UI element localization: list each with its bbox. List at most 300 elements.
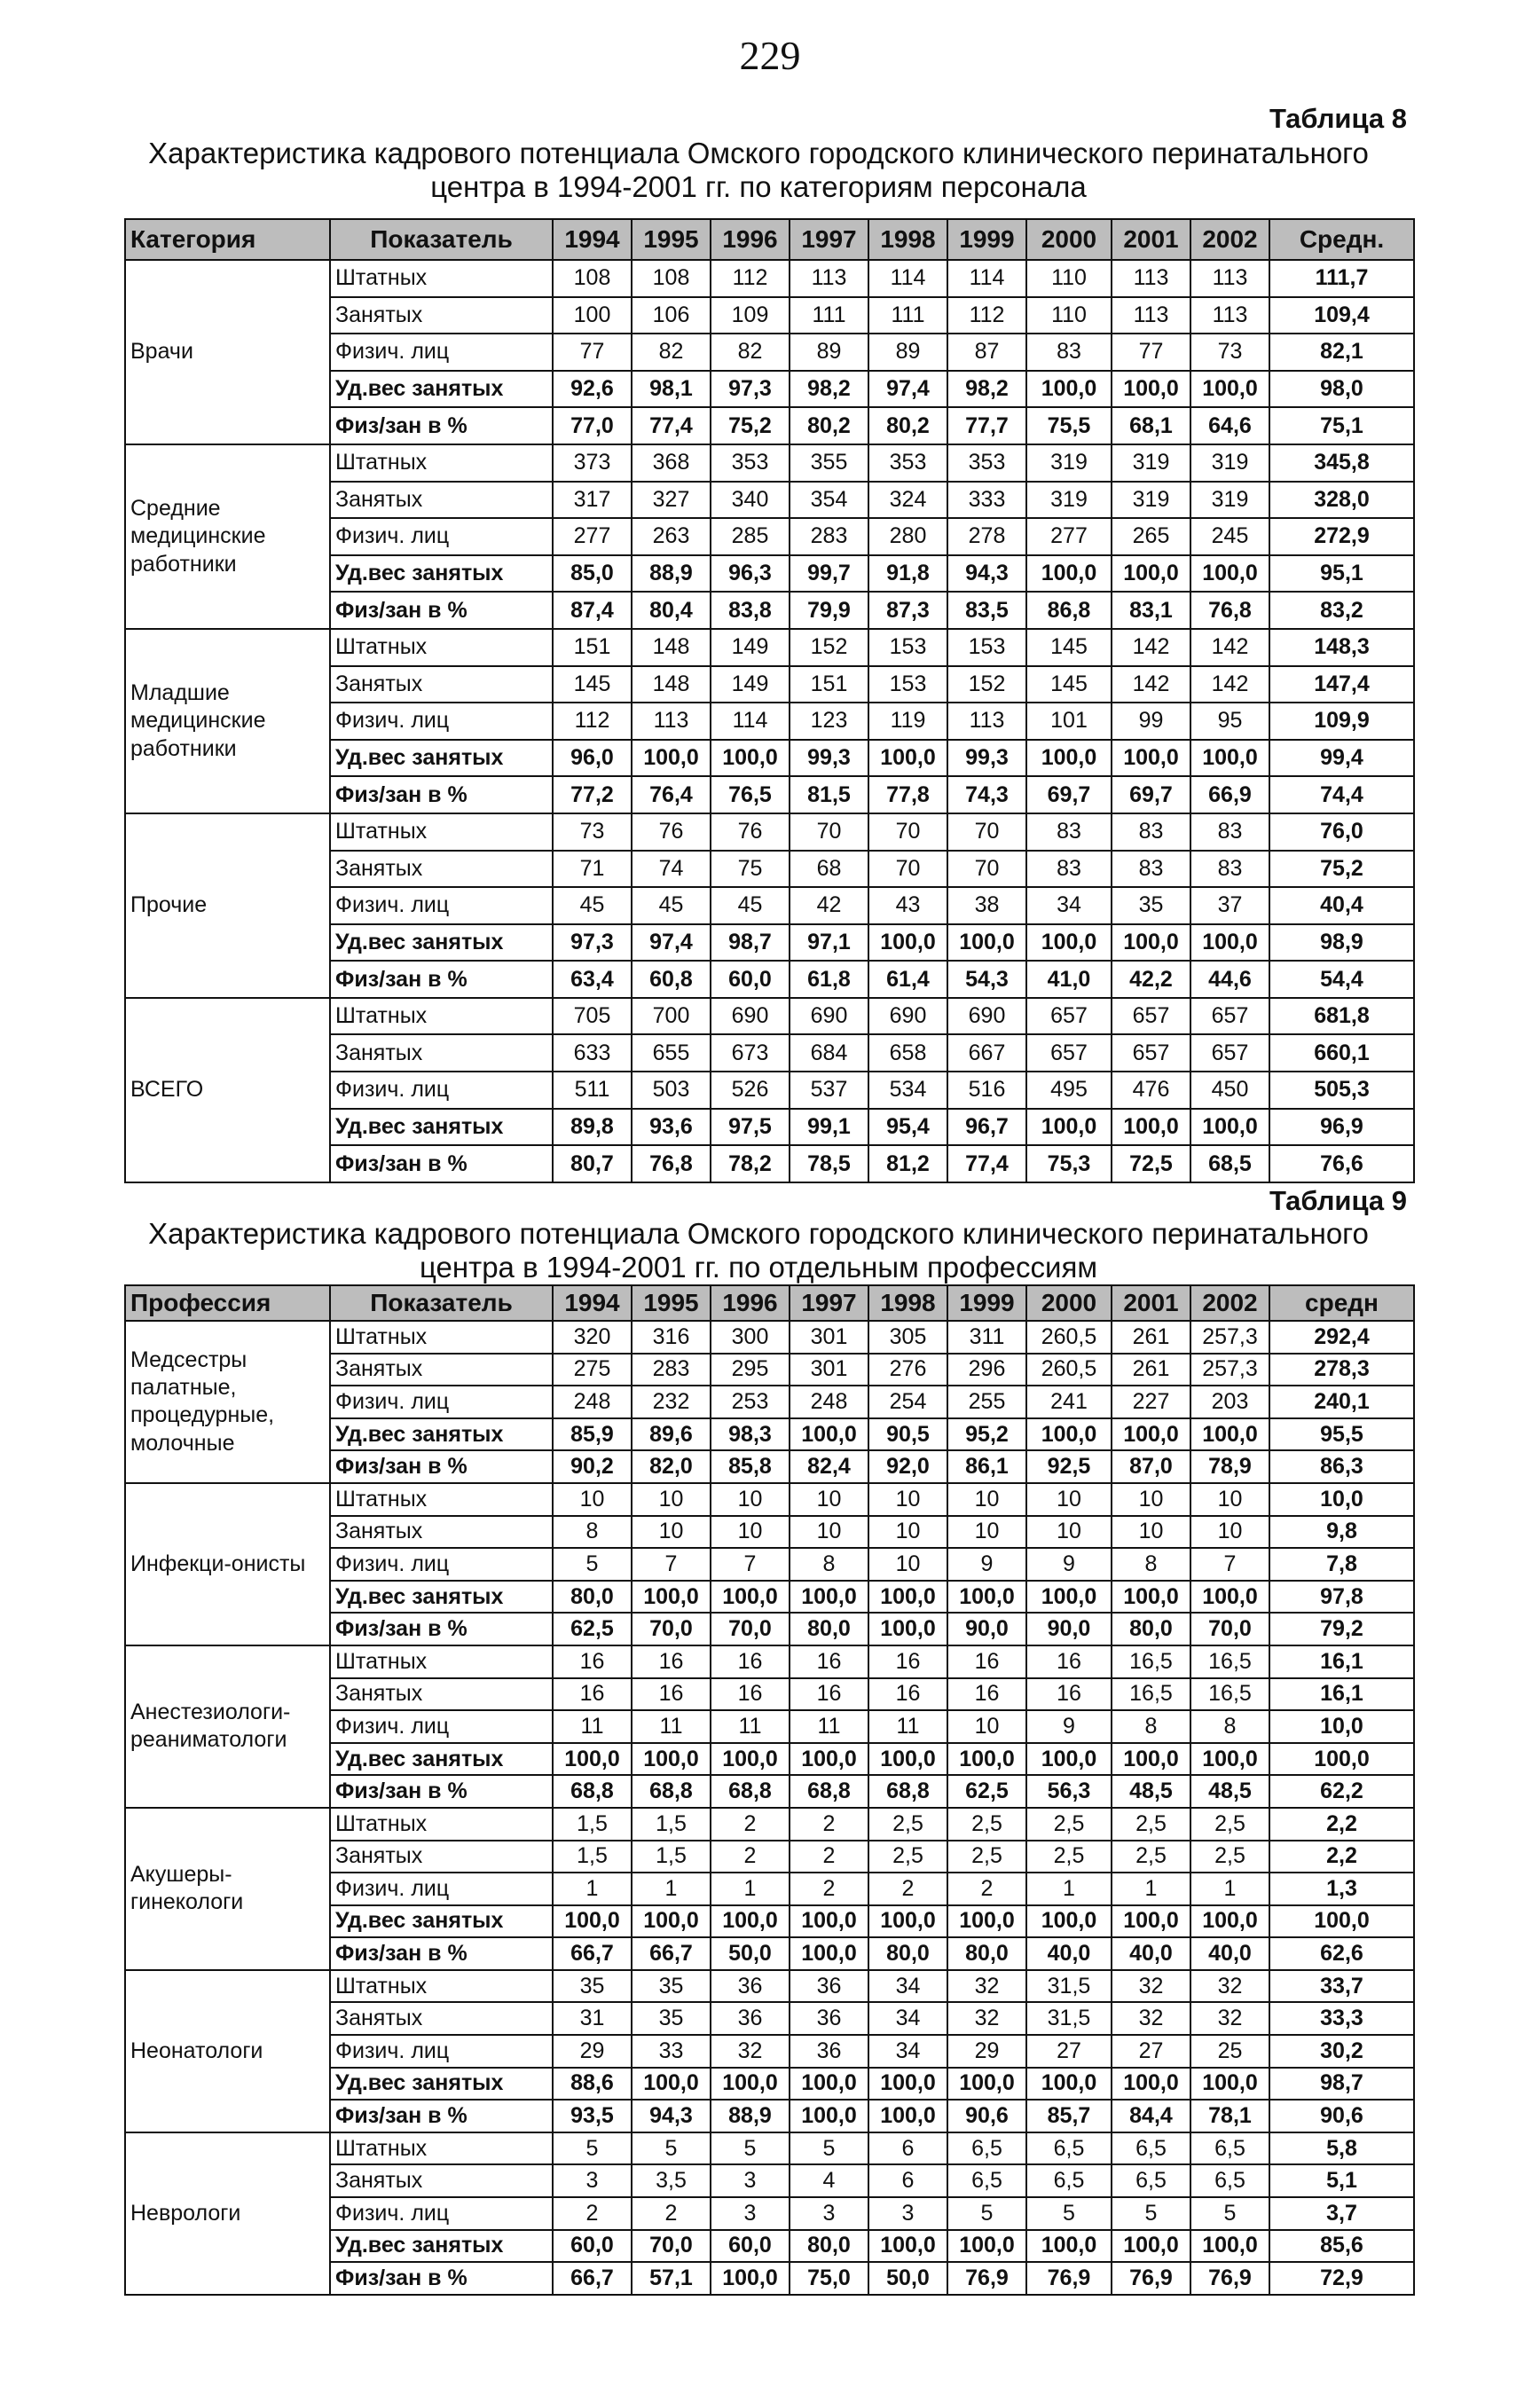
average-cell: 86,3 [1269, 1450, 1414, 1483]
value-cell: 100,0 [1190, 740, 1269, 777]
value-cell: 2,5 [1112, 1808, 1190, 1841]
value-cell: 3 [868, 2197, 947, 2230]
value-cell: 248 [553, 1386, 632, 1418]
value-cell: 50,0 [868, 2262, 947, 2295]
value-cell: 60,0 [553, 2230, 632, 2263]
value-cell: 261 [1112, 1354, 1190, 1386]
value-cell: 100,0 [1112, 1905, 1190, 1938]
value-cell: 113 [632, 703, 711, 740]
value-cell: 10 [790, 1483, 868, 1516]
value-cell: 2,5 [868, 1808, 947, 1841]
value-cell: 66,7 [553, 1937, 632, 1970]
table-9-title-line1: Характеристика кадрового потенциала Омского городского клинического перинатального [148, 1217, 1369, 1250]
value-cell: 16 [868, 1678, 947, 1711]
value-cell: 80,0 [553, 1581, 632, 1614]
value-cell: 68 [790, 851, 868, 888]
category-cell: Неонатологи [125, 1970, 330, 2132]
table-8-title [124, 137, 1393, 204]
average-cell: 75,1 [1269, 407, 1414, 444]
value-cell: 114 [711, 703, 790, 740]
value-cell: 301 [790, 1354, 868, 1386]
value-cell: 10 [947, 1516, 1026, 1549]
value-cell: 100,0 [1026, 1743, 1112, 1776]
value-cell: 68,8 [632, 1775, 711, 1808]
value-cell: 495 [1026, 1072, 1112, 1109]
table-row [125, 1483, 1414, 1516]
value-cell: 68,5 [1190, 1145, 1269, 1182]
average-cell: 95,1 [1269, 555, 1414, 593]
value-cell: 145 [1026, 629, 1112, 666]
category-cell: Инфекци-онисты [125, 1483, 330, 1645]
value-cell: 2,5 [1026, 1841, 1112, 1873]
value-cell: 68,8 [868, 1775, 947, 1808]
indicator-cell: Штатных [330, 260, 553, 297]
value-cell: 114 [868, 260, 947, 297]
value-cell: 2 [553, 2197, 632, 2230]
value-cell: 83 [1026, 813, 1112, 851]
value-cell: 35 [553, 1970, 632, 2003]
value-cell: 2,5 [947, 1808, 1026, 1841]
indicator-cell: Штатных [330, 629, 553, 666]
value-cell: 98,2 [790, 371, 868, 408]
column-header: 1999 [947, 1285, 1026, 1321]
value-cell: 1 [1190, 1873, 1269, 1905]
value-cell: 2,5 [1190, 1808, 1269, 1841]
value-cell: 100,0 [1112, 1109, 1190, 1146]
value-cell: 353 [711, 444, 790, 482]
value-cell: 5 [553, 2132, 632, 2165]
value-cell: 69,7 [1112, 776, 1190, 813]
value-cell: 633 [553, 1034, 632, 1072]
value-cell: 96,3 [711, 555, 790, 593]
value-cell: 340 [711, 482, 790, 519]
value-cell: 123 [790, 703, 868, 740]
average-cell: 62,2 [1269, 1775, 1414, 1808]
value-cell: 100,0 [790, 1937, 868, 1970]
value-cell: 81,2 [868, 1145, 947, 1182]
value-cell: 97,3 [711, 371, 790, 408]
value-cell: 86,1 [947, 1450, 1026, 1483]
value-cell: 10 [947, 1710, 1026, 1743]
category-cell: Прочие [125, 813, 330, 998]
value-cell: 76,9 [1026, 2262, 1112, 2295]
value-cell: 5 [632, 2132, 711, 2165]
value-cell: 61,4 [868, 961, 947, 998]
value-cell: 6 [868, 2164, 947, 2197]
value-cell: 257,3 [1190, 1354, 1269, 1386]
value-cell: 3 [790, 2197, 868, 2230]
value-cell: 255 [947, 1386, 1026, 1418]
value-cell: 100,0 [1190, 1581, 1269, 1614]
value-cell: 2 [790, 1873, 868, 1905]
value-cell: 66,7 [553, 2262, 632, 2295]
indicator-cell: Уд.вес занятых [330, 1743, 553, 1776]
value-cell: 100,0 [790, 1581, 868, 1614]
table-row [125, 1645, 1414, 1678]
value-cell: 34 [868, 1970, 947, 2003]
value-cell: 152 [947, 666, 1026, 703]
value-cell: 110 [1026, 260, 1112, 297]
average-cell: 1,3 [1269, 1873, 1414, 1905]
value-cell: 8 [553, 1516, 632, 1549]
value-cell: 87,4 [553, 592, 632, 629]
value-cell: 10 [1026, 1516, 1112, 1549]
value-cell: 70,0 [711, 1613, 790, 1645]
average-cell: 10,0 [1269, 1710, 1414, 1743]
value-cell: 80,0 [868, 1937, 947, 1970]
value-cell: 3 [711, 2164, 790, 2197]
value-cell: 77,7 [947, 407, 1026, 444]
indicator-cell: Физич. лиц [330, 2035, 553, 2068]
average-cell: 97,8 [1269, 1581, 1414, 1614]
value-cell: 10 [1112, 1516, 1190, 1549]
average-cell: 95,5 [1269, 1418, 1414, 1451]
value-cell: 45 [632, 887, 711, 924]
indicator-cell: Занятых [330, 1034, 553, 1072]
value-cell: 511 [553, 1072, 632, 1109]
indicator-cell: Занятых [330, 1516, 553, 1549]
average-cell: 85,6 [1269, 2230, 1414, 2263]
average-cell: 99,4 [1269, 740, 1414, 777]
value-cell: 60,8 [632, 961, 711, 998]
table-row [125, 998, 1414, 1035]
value-cell: 8 [1112, 1548, 1190, 1581]
value-cell: 89,8 [553, 1109, 632, 1146]
value-cell: 98,2 [947, 371, 1026, 408]
average-cell: 98,0 [1269, 371, 1414, 408]
value-cell: 3,5 [632, 2164, 711, 2197]
value-cell: 153 [868, 666, 947, 703]
value-cell: 100,0 [868, 1905, 947, 1938]
average-cell: 16,1 [1269, 1678, 1414, 1711]
value-cell: 90,0 [1026, 1613, 1112, 1645]
value-cell: 2,5 [1190, 1841, 1269, 1873]
column-header: Категория [125, 219, 330, 260]
value-cell: 90,0 [947, 1613, 1026, 1645]
table-9-title [124, 1217, 1393, 1284]
average-cell: 109,4 [1269, 297, 1414, 334]
indicator-cell: Уд.вес занятых [330, 555, 553, 593]
value-cell: 75,3 [1026, 1145, 1112, 1182]
value-cell: 94,3 [947, 555, 1026, 593]
value-cell: 10 [711, 1483, 790, 1516]
indicator-cell: Физич. лиц [330, 1386, 553, 1418]
value-cell: 78,1 [1190, 2100, 1269, 2132]
value-cell: 83,8 [711, 592, 790, 629]
value-cell: 76 [632, 813, 711, 851]
value-cell: 66,9 [1190, 776, 1269, 813]
value-cell: 100,0 [868, 2068, 947, 2101]
value-cell: 96,7 [947, 1109, 1026, 1146]
value-cell: 31,5 [1026, 2002, 1112, 2035]
value-cell: 300 [711, 1321, 790, 1354]
value-cell: 100,0 [868, 2230, 947, 2263]
value-cell: 1,5 [632, 1808, 711, 1841]
value-cell: 100,0 [1190, 555, 1269, 593]
table-row [125, 1970, 1414, 2003]
value-cell: 151 [553, 629, 632, 666]
average-cell: 9,8 [1269, 1516, 1414, 1549]
value-cell: 25 [1190, 2035, 1269, 2068]
value-cell: 333 [947, 482, 1026, 519]
value-cell: 100,0 [1190, 1743, 1269, 1776]
value-cell: 277 [553, 518, 632, 555]
value-cell: 10 [553, 1483, 632, 1516]
value-cell: 36 [711, 1970, 790, 2003]
indicator-cell: Занятых [330, 297, 553, 334]
value-cell: 2 [632, 2197, 711, 2230]
value-cell: 100,0 [1026, 2230, 1112, 2263]
average-cell: 148,3 [1269, 629, 1414, 666]
value-cell: 70 [790, 813, 868, 851]
value-cell: 6,5 [1112, 2164, 1190, 2197]
value-cell: 113 [1190, 260, 1269, 297]
value-cell: 45 [553, 887, 632, 924]
value-cell: 5 [1112, 2197, 1190, 2230]
column-header: 1999 [947, 219, 1026, 260]
value-cell: 35 [1112, 887, 1190, 924]
value-cell: 100,0 [632, 1905, 711, 1938]
value-cell: 82 [632, 334, 711, 371]
value-cell: 261 [1112, 1321, 1190, 1354]
value-cell: 100,0 [1190, 1905, 1269, 1938]
value-cell: 89 [868, 334, 947, 371]
value-cell: 85,7 [1026, 2100, 1112, 2132]
value-cell: 100,0 [711, 740, 790, 777]
average-cell: 2,2 [1269, 1808, 1414, 1841]
value-cell: 100,0 [1026, 371, 1112, 408]
value-cell: 70 [868, 813, 947, 851]
value-cell: 97,1 [790, 924, 868, 962]
indicator-cell: Физ/зан в % [330, 776, 553, 813]
indicator-cell: Занятых [330, 666, 553, 703]
value-cell: 66,7 [632, 1937, 711, 1970]
value-cell: 657 [1026, 1034, 1112, 1072]
value-cell: 110 [1026, 297, 1112, 334]
value-cell: 657 [1112, 998, 1190, 1035]
value-cell: 76,9 [1112, 2262, 1190, 2295]
category-cell: Анестезиологи-реаниматологи [125, 1645, 330, 1808]
indicator-cell: Физ/зан в % [330, 1613, 553, 1645]
value-cell: 100,0 [711, 1743, 790, 1776]
indicator-cell: Штатных [330, 1970, 553, 2003]
value-cell: 40,0 [1026, 1937, 1112, 1970]
column-header: 1996 [711, 1285, 790, 1321]
table-8-title-line2: центра в 1994-2001 гг. по категориям персонала [430, 170, 1087, 203]
value-cell: 10 [947, 1483, 1026, 1516]
column-header: 1998 [868, 219, 947, 260]
value-cell: 70,0 [1190, 1613, 1269, 1645]
value-cell: 35 [632, 2002, 711, 2035]
table-row [125, 260, 1414, 297]
value-cell: 100,0 [868, 1581, 947, 1614]
value-cell: 60,0 [711, 2230, 790, 2263]
value-cell: 2,5 [1026, 1808, 1112, 1841]
value-cell: 148 [632, 629, 711, 666]
value-cell: 108 [553, 260, 632, 297]
value-cell: 57,1 [632, 2262, 711, 2295]
value-cell: 83 [1112, 851, 1190, 888]
value-cell: 95,2 [947, 1418, 1026, 1451]
value-cell: 526 [711, 1072, 790, 1109]
value-cell: 5 [1190, 2197, 1269, 2230]
value-cell: 305 [868, 1321, 947, 1354]
value-cell: 95 [1190, 703, 1269, 740]
value-cell: 1 [711, 1873, 790, 1905]
value-cell: 99,7 [790, 555, 868, 593]
value-cell: 40,0 [1112, 1937, 1190, 1970]
value-cell: 31,5 [1026, 1970, 1112, 2003]
table-9-title-line2: центра в 1994-2001 гг. по отдельным профессиям [419, 1251, 1098, 1284]
value-cell: 32 [947, 1970, 1026, 2003]
value-cell: 70 [868, 851, 947, 888]
average-cell: 111,7 [1269, 260, 1414, 297]
value-cell: 537 [790, 1072, 868, 1109]
value-cell: 283 [790, 518, 868, 555]
value-cell: 98,1 [632, 371, 711, 408]
value-cell: 10 [868, 1548, 947, 1581]
value-cell: 10 [868, 1516, 947, 1549]
indicator-cell: Занятых [330, 851, 553, 888]
value-cell: 100,0 [1190, 2230, 1269, 2263]
value-cell: 145 [1026, 666, 1112, 703]
average-cell: 40,4 [1269, 887, 1414, 924]
value-cell: 100,0 [790, 1743, 868, 1776]
value-cell: 100,0 [1026, 2068, 1112, 2101]
value-cell: 77,2 [553, 776, 632, 813]
value-cell: 100,0 [1026, 1581, 1112, 1614]
value-cell: 450 [1190, 1072, 1269, 1109]
indicator-cell: Уд.вес занятых [330, 1905, 553, 1938]
indicator-cell: Уд.вес занятых [330, 2068, 553, 2101]
value-cell: 10 [1190, 1516, 1269, 1549]
value-cell: 92,0 [868, 1450, 947, 1483]
value-cell: 83 [1190, 851, 1269, 888]
average-cell: 292,4 [1269, 1321, 1414, 1354]
value-cell: 9 [947, 1548, 1026, 1581]
value-cell: 7 [1190, 1548, 1269, 1581]
value-cell: 1 [1026, 1873, 1112, 1905]
value-cell: 100,0 [1026, 555, 1112, 593]
value-cell: 1,5 [553, 1808, 632, 1841]
indicator-cell: Штатных [330, 2132, 553, 2165]
value-cell: 5 [711, 2132, 790, 2165]
value-cell: 27 [1112, 2035, 1190, 2068]
value-cell: 68,1 [1112, 407, 1190, 444]
value-cell: 76,8 [632, 1145, 711, 1182]
value-cell: 245 [1190, 518, 1269, 555]
value-cell: 148 [632, 666, 711, 703]
value-cell: 88,9 [632, 555, 711, 593]
value-cell: 319 [1112, 444, 1190, 482]
value-cell: 112 [711, 260, 790, 297]
value-cell: 100,0 [947, 1743, 1026, 1776]
value-cell: 97,4 [632, 924, 711, 962]
indicator-cell: Физ/зан в % [330, 2100, 553, 2132]
value-cell: 35 [632, 1970, 711, 2003]
value-cell: 109 [711, 297, 790, 334]
value-cell: 31 [553, 2002, 632, 2035]
value-cell: 112 [553, 703, 632, 740]
value-cell: 311 [947, 1321, 1026, 1354]
indicator-cell: Физ/зан в % [330, 2262, 553, 2295]
column-header: 1995 [632, 219, 711, 260]
average-cell: 83,2 [1269, 592, 1414, 629]
value-cell: 93,6 [632, 1109, 711, 1146]
value-cell: 56,3 [1026, 1775, 1112, 1808]
value-cell: 72,5 [1112, 1145, 1190, 1182]
value-cell: 100,0 [868, 2100, 947, 2132]
average-cell: 30,2 [1269, 2035, 1414, 2068]
value-cell: 90,2 [553, 1450, 632, 1483]
value-cell: 10 [632, 1483, 711, 1516]
value-cell: 4 [790, 2164, 868, 2197]
value-cell: 32 [1190, 2002, 1269, 2035]
value-cell: 94,3 [632, 2100, 711, 2132]
average-cell: 10,0 [1269, 1483, 1414, 1516]
value-cell: 97,3 [553, 924, 632, 962]
value-cell: 90,5 [868, 1418, 947, 1451]
value-cell: 111 [868, 297, 947, 334]
indicator-cell: Занятых [330, 2164, 553, 2197]
indicator-cell: Занятых [330, 2002, 553, 2035]
value-cell: 100,0 [632, 740, 711, 777]
value-cell: 99,3 [790, 740, 868, 777]
indicator-cell: Штатных [330, 1483, 553, 1516]
column-header: 2001 [1112, 1285, 1190, 1321]
value-cell: 80,7 [553, 1145, 632, 1182]
average-cell: 62,6 [1269, 1937, 1414, 1970]
value-cell: 700 [632, 998, 711, 1035]
column-header: 2000 [1026, 1285, 1112, 1321]
value-cell: 100 [553, 297, 632, 334]
indicator-cell: Физич. лиц [330, 887, 553, 924]
value-cell: 260,5 [1026, 1321, 1112, 1354]
value-cell: 32 [711, 2035, 790, 2068]
value-cell: 10 [868, 1483, 947, 1516]
column-header: Показатель [330, 219, 553, 260]
value-cell: 2,5 [947, 1841, 1026, 1873]
value-cell: 36 [711, 2002, 790, 2035]
value-cell: 32 [1190, 1970, 1269, 2003]
value-cell: 44,6 [1190, 961, 1269, 998]
value-cell: 89 [790, 334, 868, 371]
column-header: 1998 [868, 1285, 947, 1321]
value-cell: 16 [632, 1678, 711, 1711]
value-cell: 655 [632, 1034, 711, 1072]
indicator-cell: Штатных [330, 998, 553, 1035]
value-cell: 84,4 [1112, 2100, 1190, 2132]
value-cell: 100,0 [1026, 924, 1112, 962]
value-cell: 100,0 [1112, 555, 1190, 593]
indicator-cell: Уд.вес занятых [330, 740, 553, 777]
indicator-cell: Физ/зан в % [330, 961, 553, 998]
table-row [125, 2132, 1414, 2165]
value-cell: 33 [632, 2035, 711, 2068]
value-cell: 42 [790, 887, 868, 924]
value-cell: 100,0 [1026, 1418, 1112, 1451]
value-cell: 88,6 [553, 2068, 632, 2101]
value-cell: 108 [632, 260, 711, 297]
value-cell: 70 [947, 851, 1026, 888]
average-cell: 505,3 [1269, 1072, 1414, 1109]
value-cell: 100,0 [947, 2068, 1026, 2101]
value-cell: 100,0 [632, 1743, 711, 1776]
value-cell: 101 [1026, 703, 1112, 740]
value-cell: 83 [1112, 813, 1190, 851]
value-cell: 319 [1190, 482, 1269, 519]
value-cell: 690 [711, 998, 790, 1035]
